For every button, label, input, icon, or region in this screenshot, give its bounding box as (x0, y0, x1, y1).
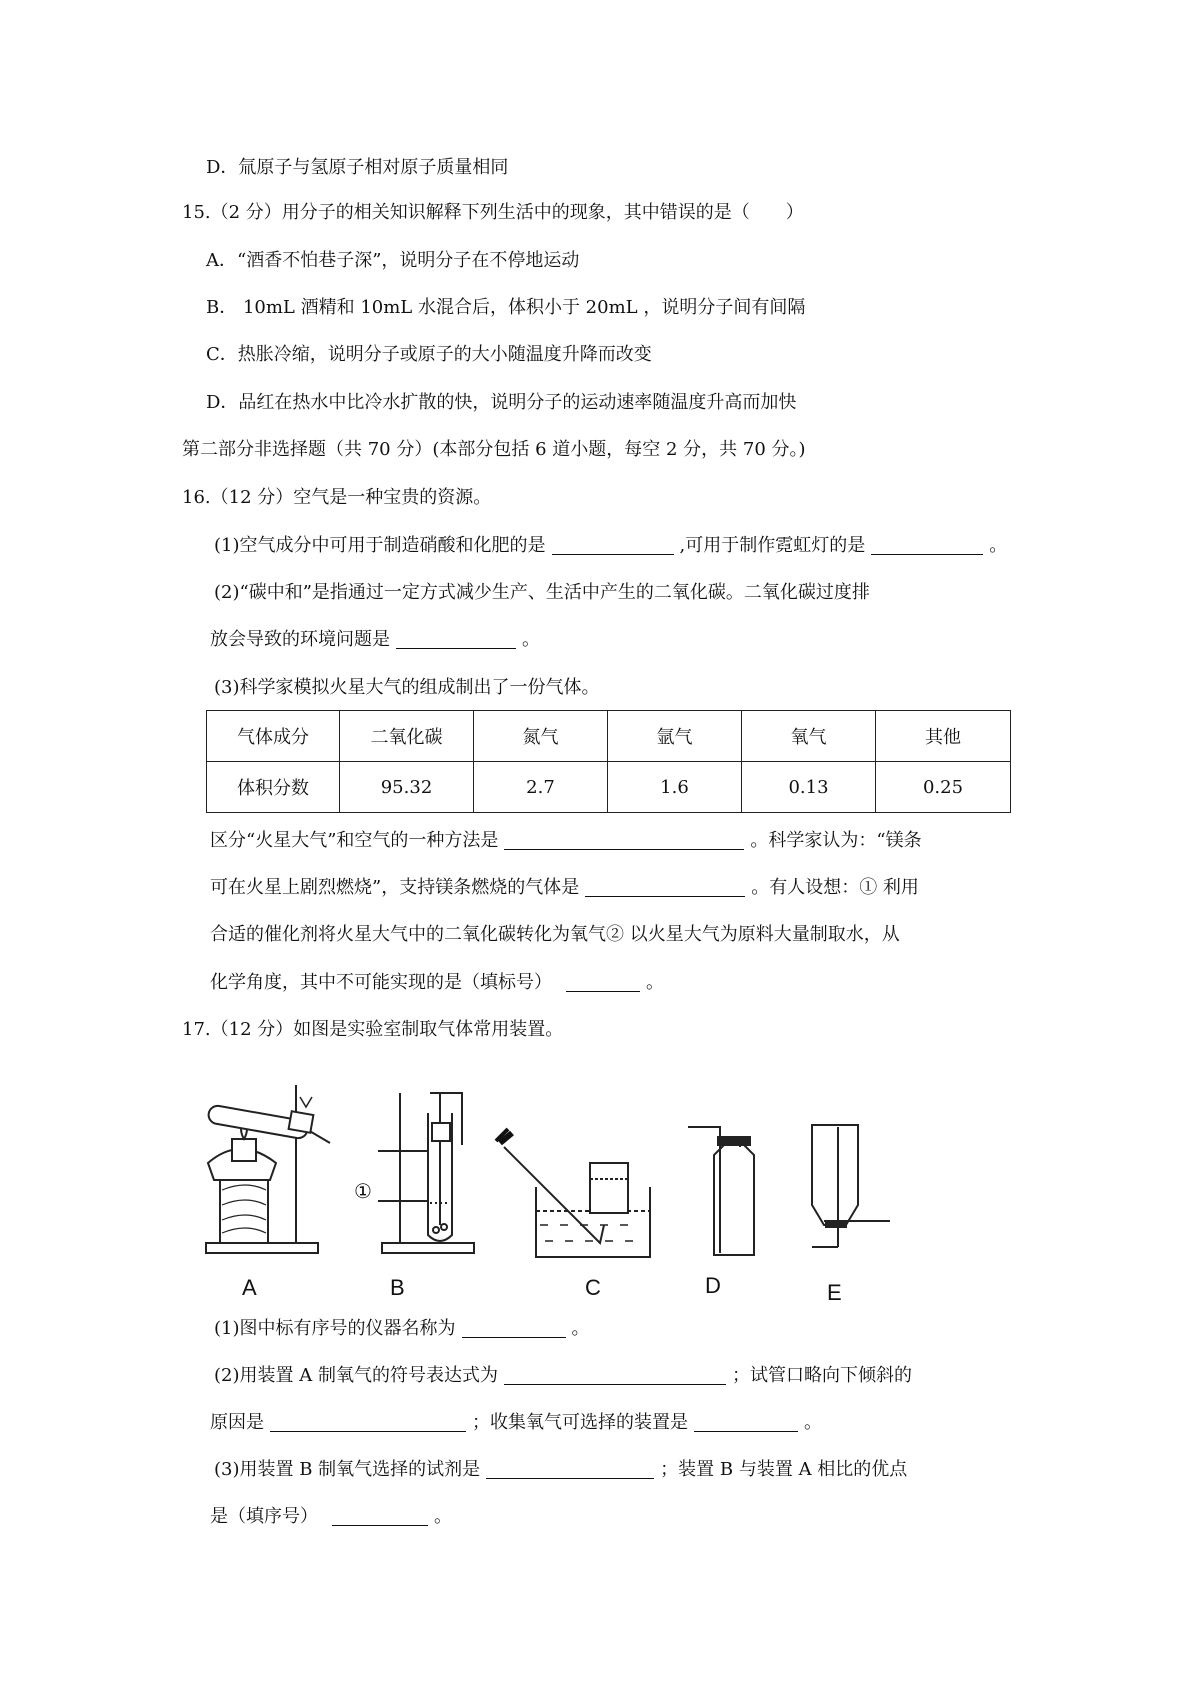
table-cell: 95.32 (340, 762, 474, 813)
q17-sub2-text-a: (2)用装置 A 制氧气的符号表达式为 (214, 1365, 498, 1386)
apparatus-c (496, 1129, 650, 1257)
q17-sub3-text-b: ；装置 B 与装置 A 相比的优点 (660, 1459, 908, 1480)
q16-para-text-1b: 。科学家认为：“镁条 (750, 830, 922, 851)
mars-gas-table (206, 710, 1011, 813)
q17-sub3-line2 (210, 1504, 452, 1530)
q16-sub2-text-b: 放会导致的环境问题是 (210, 629, 390, 650)
q17-blank-1[interactable] (462, 1317, 566, 1338)
label-e: E (827, 1280, 842, 1305)
table-cell: 其他 (876, 711, 1011, 762)
q17-blank-6[interactable] (332, 1505, 428, 1526)
q17-sub1-text-b: 。 (571, 1318, 590, 1339)
q17-sub3-line1 (214, 1457, 907, 1483)
q16-stem: 16.（12 分）空气是一种宝贵的资源。 (182, 487, 492, 508)
apparatus-b (378, 1093, 474, 1253)
q15-option-a: A．“酒香不怕巷子深”，说明分子在不停地运动 (206, 250, 580, 271)
q14-option-d: D．氚原子与氢原子相对原子质量相同 (206, 157, 509, 178)
table-cell: 体积分数 (207, 762, 340, 813)
table-cell: 0.13 (742, 762, 876, 813)
q16-para-text-4b: 。 (646, 972, 664, 993)
apparatus-e (812, 1125, 890, 1247)
q16-para-text-2a: 可在火星上剧烈燃烧”，支持镁条燃烧的气体是 (210, 877, 580, 898)
q16-para-text-1a: 区分“火星大气”和空气的一种方法是 (210, 830, 499, 851)
q15-option-b: B． 10mL 酒精和 10mL 水混合后，体积小于 20mL ，说明分子间有间隔 (206, 297, 806, 318)
table-cell: 氮气 (474, 711, 608, 762)
q16-sub2-line1: (2)“碳中和”是指通过一定方式减少生产、生活中产生的二氧化碳。二氧化碳过度排 (214, 582, 870, 603)
table-row (207, 711, 1011, 762)
q16-sub2-line2 (210, 627, 540, 653)
q16-blank-6[interactable] (566, 971, 640, 992)
q17-stem: 17.（12 分）如图是实验室制取气体常用装置。 (182, 1019, 564, 1040)
q16-para-line1 (210, 828, 922, 854)
label-d: D (705, 1273, 721, 1298)
label-c: C (585, 1275, 601, 1300)
q17-sub2-line1 (214, 1363, 912, 1389)
q16-blank-1[interactable] (552, 534, 674, 555)
q16-para-text-2b: 。有人设想：① 利用 (751, 877, 919, 898)
q17-sub2-text-c: 原因是 (210, 1412, 264, 1433)
q16-sub1-text-a: (1)空气成分中可用于制造硝酸和化肥的是 (214, 535, 546, 556)
marker-1: ① (354, 1181, 372, 1203)
q16-sub3: (3)科学家模拟火星大气的组成制出了一份气体。 (214, 677, 600, 698)
q16-sub1-text-c: 。 (989, 535, 1008, 556)
q17-blank-5[interactable] (486, 1458, 654, 1479)
q15-option-d: D．品红在热水中比冷水扩散的快，说明分子的运动速率随温度升高而加快 (206, 392, 797, 413)
table-cell: 2.7 (474, 762, 608, 813)
q17-sub2-text-d: ；收集氧气可选择的装置是 (472, 1412, 688, 1433)
table-cell: 气体成分 (207, 711, 340, 762)
apparatus-drawing (200, 1075, 960, 1295)
q17-sub2-text-b: ；试管口略向下倾斜的 (731, 1365, 912, 1386)
q16-sub1 (214, 533, 1007, 559)
table-cell: 氧气 (742, 711, 876, 762)
q15-option-c: C．热胀冷缩，说明分子或原子的大小随温度升降而改变 (206, 344, 652, 365)
q16-blank-2[interactable] (871, 534, 983, 555)
q17-sub1 (214, 1316, 590, 1342)
q16-blank-3[interactable] (396, 628, 516, 649)
table-cell: 氩气 (608, 711, 742, 762)
q16-para-line2 (210, 875, 919, 901)
q16-blank-5[interactable] (585, 876, 745, 897)
q17-sub2-line2 (210, 1410, 822, 1436)
table-cell: 1.6 (608, 762, 742, 813)
q17-sub3-text-d: 。 (434, 1506, 452, 1527)
table-row (207, 762, 1011, 813)
q17-sub3-text-c: 是（填序号） (210, 1506, 318, 1527)
q16-blank-4[interactable] (504, 829, 744, 850)
q17-sub3-text-a: (3)用装置 B 制氧气选择的试剂是 (214, 1459, 481, 1480)
q16-sub2-text-c: 。 (522, 629, 540, 650)
q16-para-line4 (210, 970, 664, 996)
label-b: B (390, 1275, 405, 1300)
q16-sub1-text-b: ,可用于制作霓虹灯的是 (679, 535, 866, 556)
table-cell: 二氧化碳 (340, 711, 474, 762)
lab-apparatus-figure (200, 1075, 960, 1305)
apparatus-d (688, 1127, 754, 1255)
q17-sub1-text-a: (1)图中标有序号的仪器名称为 (214, 1318, 456, 1339)
q16-para-line3: 合适的催化剂将火星大气中的二氧化碳转化为氧气② 以火星大气为原料大量制取水，从 (210, 924, 900, 945)
q17-blank-2[interactable] (504, 1364, 726, 1385)
q17-sub2-text-e: 。 (804, 1412, 822, 1433)
q17-blank-3[interactable] (270, 1411, 466, 1432)
q16-para-text-4a: 化学角度，其中不可能实现的是（填标号） (210, 972, 552, 993)
q17-blank-4[interactable] (694, 1411, 798, 1432)
apparatus-a (206, 1085, 330, 1253)
part2-heading: 第二部分非选择题（共 70 分）(本部分包括 6 道小题，每空 2 分，共 70 分。) (182, 439, 806, 460)
label-a: A (242, 1275, 257, 1300)
table-cell: 0.25 (876, 762, 1011, 813)
q15-stem: 15.（2 分）用分子的相关知识解释下列生活中的现象，其中错误的是（ ） (182, 202, 804, 223)
